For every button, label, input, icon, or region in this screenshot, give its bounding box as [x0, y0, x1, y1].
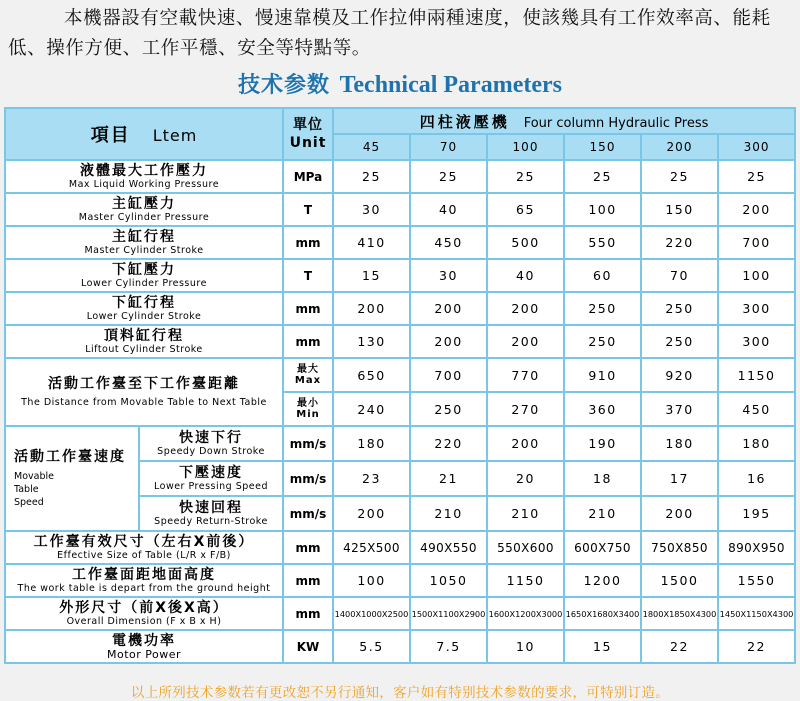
- row-label: [5, 292, 283, 325]
- value-cell: 250: [641, 292, 718, 325]
- label-zh: 快速回程: [179, 500, 243, 516]
- value-cell: 300: [718, 325, 795, 358]
- table-row-table-size: [5, 531, 795, 564]
- value-cell: 180: [641, 426, 718, 461]
- label-zh: 快速下行: [179, 430, 243, 446]
- section-heading: [0, 68, 800, 99]
- speed-group-en-2: Table: [14, 483, 39, 495]
- value-cell: 200: [333, 496, 410, 531]
- label-en: Effective Size of Table (L/R x F/B): [57, 550, 231, 561]
- label-en: Master Cylinder Pressure: [78, 212, 210, 223]
- unit-cell: mm/s: [283, 461, 333, 496]
- footnote: 以上所列技术参数若有更改恕不另行通知，客户如有特别技术参数的要求，可特别订造。: [130, 685, 670, 701]
- value-cell: 70: [641, 259, 718, 292]
- table-row-motor-power: [5, 630, 795, 663]
- table-row-overall-dimension: [5, 597, 795, 630]
- technical-parameters-table: [4, 107, 796, 664]
- label-en: Lower Cylinder Stroke: [86, 311, 202, 322]
- label-en: Speedy Return-Stroke: [154, 516, 268, 527]
- value-cell: 15: [333, 259, 410, 292]
- max-unit-cell: [283, 358, 333, 392]
- size-cell: 150: [564, 134, 641, 160]
- row-label: [5, 531, 283, 564]
- label-en: The Distance from Movable Table to Next Table: [21, 397, 267, 408]
- unit-cell: mm/s: [283, 496, 333, 531]
- value-cell: 200: [487, 292, 564, 325]
- min-unit-cell: [283, 392, 333, 426]
- value-cell: 425X500: [333, 531, 410, 564]
- label-en: Lower Pressing Speed: [154, 481, 268, 492]
- value-cell: 1500: [641, 564, 718, 597]
- value-cell: 600X750: [564, 531, 641, 564]
- value-cell: 770: [487, 358, 564, 392]
- value-cell: 1050: [410, 564, 487, 597]
- value-cell: 25: [487, 160, 564, 193]
- value-cell: 100: [333, 564, 410, 597]
- value-cell: 220: [641, 226, 718, 259]
- row-label: [139, 461, 283, 496]
- size-cell: 300: [718, 134, 795, 160]
- header-model-zh: 四柱液壓機: [419, 112, 510, 131]
- label-en: Liftout Cylinder Stroke: [85, 344, 203, 355]
- unit-cell: mm: [283, 531, 333, 564]
- label-zh: 下缸壓力: [112, 262, 176, 278]
- value-cell: 1550: [718, 564, 795, 597]
- label-zh: 電機功率: [112, 633, 176, 649]
- value-cell: 195: [718, 496, 795, 531]
- table-row-lower-stroke: [5, 292, 795, 325]
- value-cell: 200: [410, 292, 487, 325]
- table-row-master-stroke: [5, 226, 795, 259]
- table-row-distance-max: [5, 358, 795, 392]
- value-cell: 21: [410, 461, 487, 496]
- heading-en: Technical Parameters: [339, 72, 562, 98]
- value-cell: 750X850: [641, 531, 718, 564]
- value-cell: 500: [487, 226, 564, 259]
- label-zh: 主缸行程: [112, 229, 176, 245]
- value-cell: 650: [333, 358, 410, 392]
- heading-zh: 技术参数: [238, 73, 331, 98]
- value-cell: 1200: [564, 564, 641, 597]
- value-cell: 10: [487, 630, 564, 663]
- value-cell: 300: [718, 292, 795, 325]
- value-cell: 100: [718, 259, 795, 292]
- header-item-cell: [5, 108, 283, 160]
- row-label: [5, 193, 283, 226]
- value-cell: 200: [718, 193, 795, 226]
- row-label: [5, 259, 283, 292]
- value-cell: 270: [487, 392, 564, 426]
- value-cell: 550: [564, 226, 641, 259]
- value-cell: 65: [487, 193, 564, 226]
- value-cell: 240: [333, 392, 410, 426]
- header-unit-cell: [283, 108, 333, 160]
- unit-cell: mm: [283, 325, 333, 358]
- value-cell: 250: [641, 325, 718, 358]
- label-zh: 工作臺面距地面高度: [72, 567, 216, 583]
- value-cell: 1450X1150X4300: [718, 597, 795, 630]
- table-row-speed-down: [5, 426, 795, 461]
- header-row: [5, 108, 795, 134]
- value-cell: 1500X1100X2900: [410, 597, 487, 630]
- table-row-master-pressure: [5, 193, 795, 226]
- value-cell: 25: [641, 160, 718, 193]
- row-label: [5, 160, 283, 193]
- label-zh: 外形尺寸（前X後X高）: [59, 600, 229, 616]
- label-zh: 液體最大工作壓力: [80, 163, 208, 179]
- value-cell: 5.5: [333, 630, 410, 663]
- table-row-lower-pressure: [5, 259, 795, 292]
- value-cell: 200: [487, 325, 564, 358]
- value-cell: 40: [487, 259, 564, 292]
- label-en: Master Cylinder Stroke: [84, 245, 204, 256]
- value-cell: 550X600: [487, 531, 564, 564]
- min-label-en: Min: [296, 409, 320, 420]
- value-cell: 920: [641, 358, 718, 392]
- label-zh: 主缸壓力: [112, 196, 176, 212]
- value-cell: 18: [564, 461, 641, 496]
- speed-group-zh: 活動工作臺速度: [14, 448, 126, 465]
- value-cell: 23: [333, 461, 410, 496]
- value-cell: 700: [718, 226, 795, 259]
- unit-cell: mm: [283, 597, 333, 630]
- value-cell: 17: [641, 461, 718, 496]
- value-cell: 200: [641, 496, 718, 531]
- min-label-zh: 最小: [297, 398, 319, 409]
- label-en: Speedy Down Stroke: [157, 446, 265, 457]
- value-cell: 1650X1680X3400: [564, 597, 641, 630]
- value-cell: 910: [564, 358, 641, 392]
- value-cell: 450: [718, 392, 795, 426]
- size-cell: 100: [487, 134, 564, 160]
- table-row-table-height: [5, 564, 795, 597]
- value-cell: 100: [564, 193, 641, 226]
- label-zh: 下缸行程: [112, 295, 176, 311]
- header-model-cell: [333, 108, 795, 134]
- label-zh: 工作臺有效尺寸（左右X前後）: [33, 534, 255, 550]
- value-cell: 1150: [487, 564, 564, 597]
- unit-cell: T: [283, 259, 333, 292]
- header-unit-zh: 單位: [293, 117, 323, 133]
- value-cell: 360: [564, 392, 641, 426]
- table-row-liftout-stroke: [5, 325, 795, 358]
- label-en: The work table is depart from the ground height: [17, 583, 271, 594]
- value-cell: 22: [641, 630, 718, 663]
- value-cell: 180: [333, 426, 410, 461]
- label-zh: 活動工作臺至下工作臺距離: [48, 376, 240, 392]
- value-cell: 210: [487, 496, 564, 531]
- label-en: Max Liquid Working Pressure: [68, 179, 220, 190]
- intro-paragraph: 本機器設有空載快速、慢速靠模及工作拉伸兩種速度，使該幾具有工作效率高、能耗低、操作方便、工作平穩、安全等特點等。: [8, 8, 771, 59]
- value-cell: 890X950: [718, 531, 795, 564]
- row-label: [139, 496, 283, 531]
- unit-cell: mm: [283, 292, 333, 325]
- value-cell: 700: [410, 358, 487, 392]
- speed-group-en-1: Movable: [14, 470, 54, 482]
- value-cell: 15: [564, 630, 641, 663]
- value-cell: 220: [410, 426, 487, 461]
- label-zh: 頂料缸行程: [104, 328, 184, 344]
- label-en: Overall Dimension (F x B x H): [66, 616, 222, 627]
- value-cell: 210: [564, 496, 641, 531]
- row-label-distance: [5, 358, 283, 426]
- unit-cell: mm: [283, 564, 333, 597]
- value-cell: 20: [487, 461, 564, 496]
- unit-cell: mm: [283, 226, 333, 259]
- label-zh: 下壓速度: [179, 465, 243, 481]
- max-label-zh: 最大: [297, 364, 319, 375]
- header-model-en: Four column Hydraulic Press: [523, 115, 709, 131]
- row-label: [5, 597, 283, 630]
- value-cell: 250: [564, 325, 641, 358]
- value-cell: 40: [410, 193, 487, 226]
- row-label: [5, 226, 283, 259]
- value-cell: 250: [410, 392, 487, 426]
- value-cell: 150: [641, 193, 718, 226]
- value-cell: 25: [333, 160, 410, 193]
- row-label: [139, 426, 283, 461]
- unit-cell: mm/s: [283, 426, 333, 461]
- value-cell: 25: [718, 160, 795, 193]
- table-row-max-pressure: [5, 160, 795, 193]
- value-cell: 130: [333, 325, 410, 358]
- label-en: Motor Power: [106, 648, 182, 661]
- value-cell: 16: [718, 461, 795, 496]
- label-en: Lower Cylinder Pressure: [81, 278, 207, 289]
- value-cell: 22: [718, 630, 795, 663]
- value-cell: 25: [410, 160, 487, 193]
- value-cell: 450: [410, 226, 487, 259]
- speed-group-label: [5, 426, 139, 531]
- value-cell: 210: [410, 496, 487, 531]
- header-item-zh: 項目: [90, 125, 131, 146]
- value-cell: 200: [333, 292, 410, 325]
- max-label-en: Max: [294, 375, 322, 386]
- row-label: [5, 325, 283, 358]
- value-cell: 1400X1000X2500: [333, 597, 410, 630]
- value-cell: 60: [564, 259, 641, 292]
- value-cell: 30: [410, 259, 487, 292]
- value-cell: 410: [333, 226, 410, 259]
- value-cell: 25: [564, 160, 641, 193]
- unit-cell: MPa: [283, 160, 333, 193]
- value-cell: 180: [718, 426, 795, 461]
- value-cell: 190: [564, 426, 641, 461]
- row-label: [5, 564, 283, 597]
- size-cell: 45: [333, 134, 410, 160]
- value-cell: 200: [410, 325, 487, 358]
- header-item-en: Ltem: [152, 126, 198, 145]
- value-cell: 30: [333, 193, 410, 226]
- speed-group-en-3: Speed: [14, 496, 44, 508]
- value-cell: 200: [487, 426, 564, 461]
- unit-cell: T: [283, 193, 333, 226]
- row-label: [5, 630, 283, 663]
- size-cell: 200: [641, 134, 718, 160]
- unit-cell: KW: [283, 630, 333, 663]
- value-cell: 1800X1850X4300: [641, 597, 718, 630]
- value-cell: 370: [641, 392, 718, 426]
- header-unit-en: Unit: [289, 135, 327, 151]
- value-cell: 490X550: [410, 531, 487, 564]
- value-cell: 1150: [718, 358, 795, 392]
- value-cell: 7.5: [410, 630, 487, 663]
- size-cell: 70: [410, 134, 487, 160]
- value-cell: 1600X1200X3000: [487, 597, 564, 630]
- value-cell: 250: [564, 292, 641, 325]
